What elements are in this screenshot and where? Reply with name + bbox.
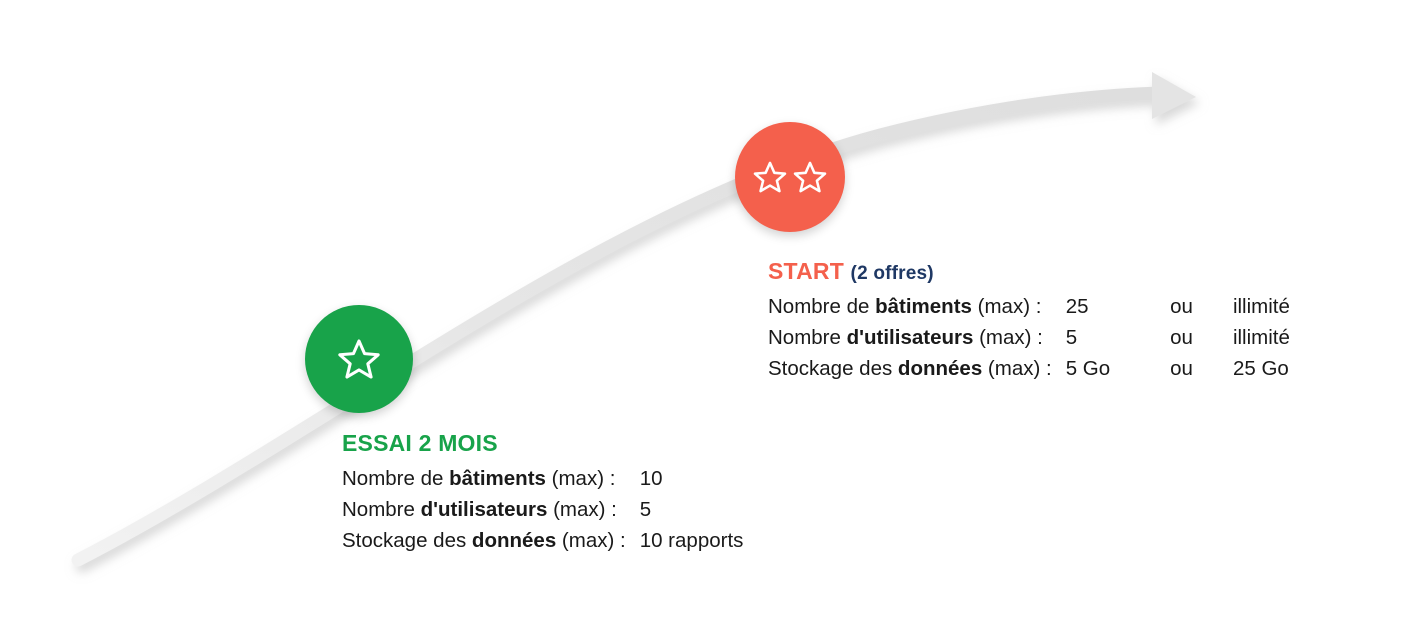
spec-row xyxy=(768,322,1290,353)
spec-value-primary: 5 Go xyxy=(1065,356,1111,380)
spec-value-primary: 10 xyxy=(639,466,663,490)
spec-table-essai xyxy=(342,463,743,557)
star-icon xyxy=(336,336,382,382)
stage-title-main: START xyxy=(768,258,844,284)
spec-label: Nombre de bâtiments (max) : xyxy=(768,294,1042,318)
spec-row xyxy=(768,291,1290,322)
spec-table-start xyxy=(768,291,1290,385)
spec-value-primary: 5 xyxy=(639,497,652,521)
spec-row xyxy=(768,353,1290,384)
stage-title-essai xyxy=(342,430,743,457)
star-icon xyxy=(752,159,828,195)
spec-value-primary: 5 xyxy=(1065,325,1078,349)
stage-title-start xyxy=(768,258,1290,285)
spec-label: Nombre de bâtiments (max) : xyxy=(342,466,616,490)
spec-label: Stockage des données (max) : xyxy=(768,356,1052,380)
spec-row xyxy=(342,525,743,556)
spec-row xyxy=(342,463,743,494)
spec-separator: ou xyxy=(1170,356,1193,380)
spec-label: Stockage des données (max) : xyxy=(342,528,626,552)
stage-block-essai xyxy=(342,430,743,557)
spec-value-alternate: illimité xyxy=(1232,294,1290,318)
spec-label: Nombre d'utilisateurs (max) : xyxy=(342,497,617,521)
spec-separator: ou xyxy=(1170,294,1193,318)
spec-value-primary: 25 xyxy=(1065,294,1089,318)
stage-badge-essai xyxy=(305,305,413,413)
stage-title-sub: (2 offres) xyxy=(850,263,934,284)
stage-title-main: ESSAI 2 MOIS xyxy=(342,430,498,456)
spec-value-alternate: illimité xyxy=(1232,325,1290,349)
spec-separator: ou xyxy=(1170,325,1193,349)
stage-badge-start xyxy=(735,122,845,232)
spec-label: Nombre d'utilisateurs (max) : xyxy=(768,325,1043,349)
spec-value-primary: 10 rapports xyxy=(639,528,744,552)
stage-block-start xyxy=(768,258,1290,385)
spec-value-alternate: 25 Go xyxy=(1232,356,1289,380)
spec-row xyxy=(342,494,743,525)
